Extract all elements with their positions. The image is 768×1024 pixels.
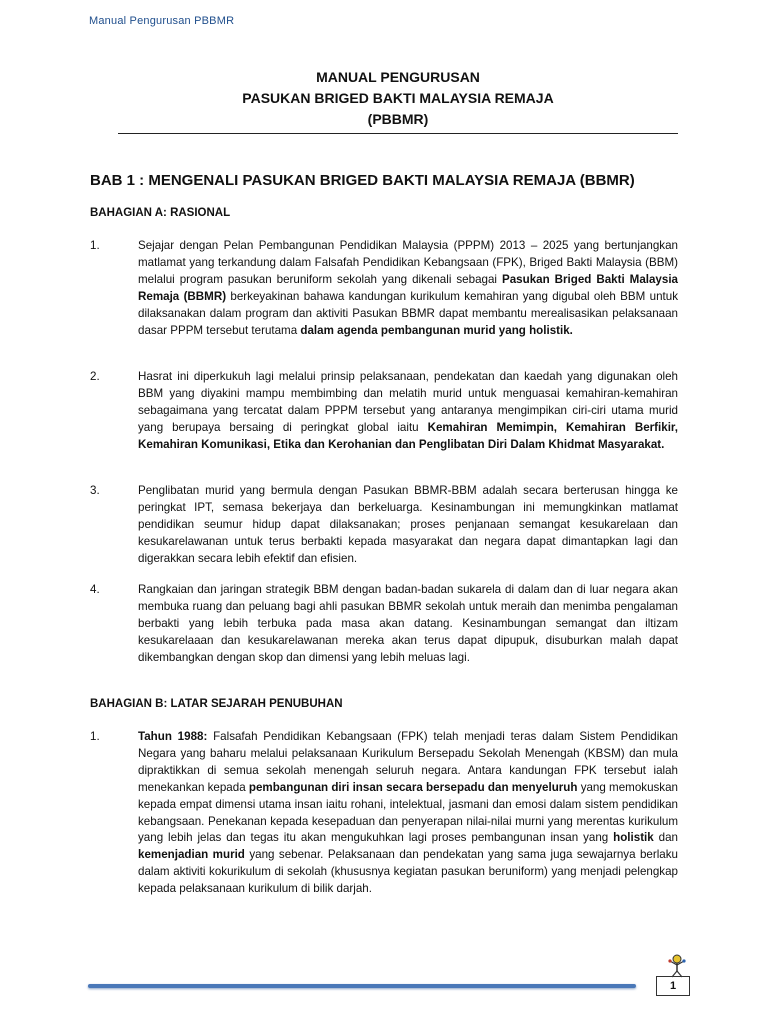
running-header: Manual Pengurusan PBBMR [89, 15, 235, 27]
section-b-heading: BAHAGIAN B: LATAR SEJARAH PENUBUHAN [90, 698, 343, 710]
section-a-item-1 [90, 238, 678, 339]
item-number: 4. [90, 583, 100, 596]
section-a-item-2 [90, 369, 678, 454]
item-text: Penglibatan murid yang bermula dengan Pasukan BBMR-BBM adalah secara berterusan hingga ke peringkat IPT, semasa bekerjaya dan berkeluarga. Kesinambungan ini memungkinkan matlamat pendidikan seumur hidup dapat dilaksanakan; proses penjanaan semangat kesukarelaan dan kesukarelawanan untuk terus berbakti kepada masyarakat dan negara dapat dimantapkan lagi dan digerakkan secara lebih efektif dan efisien. [138, 484, 678, 565]
item-text: Hasrat ini diperkukuh lagi melalui prinsip pelaksanaan, pendekatan dan kaedah yang digunakan oleh BBM yang diyakini mampu membimbing dan melatih murid untuk menguasai kemahiran-kemahiran sebagaimana yang tercatat dalam PPPM tersebut yang antaranya mengimpikan ciri-ciri utama murid yang berupaya bersaing di peringkat global iaitu Kemahiran Memimpin, Kemahiran Berfikir, Kemahiran Komunikasi, Etika dan Kerohanian dan Penglibatan Diri Dalam Khidmat Masyarakat. [138, 370, 679, 451]
section-a-heading: BAHAGIAN A: RASIONAL [90, 207, 231, 219]
title-line-1: MANUAL PENGURUSAN [316, 69, 480, 85]
section-a-item-4 [90, 582, 678, 667]
item-number: 2. [90, 370, 100, 383]
footer-line [88, 984, 636, 988]
item-text: Sejajar dengan Pelan Pembangunan Pendidikan Malaysia (PPPM) 2013 – 2025 yang bertunjangkan matlamat yang terkandung dalam Falsafah Pendidikan Kebangsaan (FPK), Briged Bakti Malaysia (BBM) melalui program pasukan beruniform sekolah yang dikenali sebagai Pasukan Briged Bakti Malaysia Remaja (BBMR) berkeyakinan bahawa kandungan kurikulum kemahiran yang digubal oleh BBM untuk dilaksanakan dalam program dan aktiviti Pasukan BBMR dapat membantu merealisasikan pelaksanaan dasar PPPM tersebut terutama dalam agenda pembangunan murid yang holistik. [138, 239, 679, 337]
page-number: 1 [656, 976, 690, 996]
title-divider [118, 133, 678, 134]
title-line-3: (PBBMR) [367, 111, 429, 127]
item-text: Tahun 1988: Falsafah Pendidikan Kebangsaan (FPK) telah menjadi teras dalam Sistem Pendidikan Negara yang baharu melalui pelaksanaan Kurikulum Bersepadu Sekolah Menengah (KBSM) dan mula dipraktikkan di semua sekolah menengah seluruh negara. Antara kandungan FPK tersebut ialah menekankan kepada pembangunan diri insan secara bersepadu dan menyeluruh yang memokuskan kepada empat dimensi utama insan iaitu rohani, intelektual, jasmani dan emosi dalam sistem pendidikan kebangsaan. Penekanan kepada kesepaduan dan penyerapan nilai-nilai murni yang merentas kurikulum yang lebih jelas dan tegas itu akan mengukuhkan lagi proses pembangunan insan yang holistik dan kemenjadian murid yang sebenar. Pelaksanaan dan pendekatan yang sama juga sewajarnya berlaku dalam aktiviti kokurikulum di sekolah (khususnya kegiatan pasukan beruniform) yang menjadi pelengkap kepada pelaksanaan kurikulum di bilik darjah. [138, 730, 679, 896]
title-line-2: PASUKAN BRIGED BAKTI MALAYSIA REMAJA [242, 90, 554, 106]
item-number: 1. [90, 730, 100, 743]
document-title [118, 67, 678, 130]
item-text: Rangkaian dan jaringan strategik BBM dengan badan-badan sukarela di dalam dan di luar negara akan membuka ruang dan peluang bagi ahli pasukan BBMR sekolah untuk meraih dan menimba pengalaman berbakti yang lebih terbuka pada masa akan datang. Kesinambungan semangat dan iltizam kesukarelaaan dan kesukarelawanan mereka akan terus dapat dipupuk, disuburkan malah dapat dikembangkan dengan skop dan dimensi yang lebih meluas lagi. [138, 583, 678, 664]
chapter-title: BAB 1 : MENGENALI PASUKAN BRIGED BAKTI MALAYSIA REMAJA (BBMR) [90, 172, 635, 189]
section-b-item-1 [90, 729, 678, 898]
item-number: 1. [90, 239, 100, 252]
item-number: 3. [90, 484, 100, 497]
section-a-item-3 [90, 483, 678, 568]
